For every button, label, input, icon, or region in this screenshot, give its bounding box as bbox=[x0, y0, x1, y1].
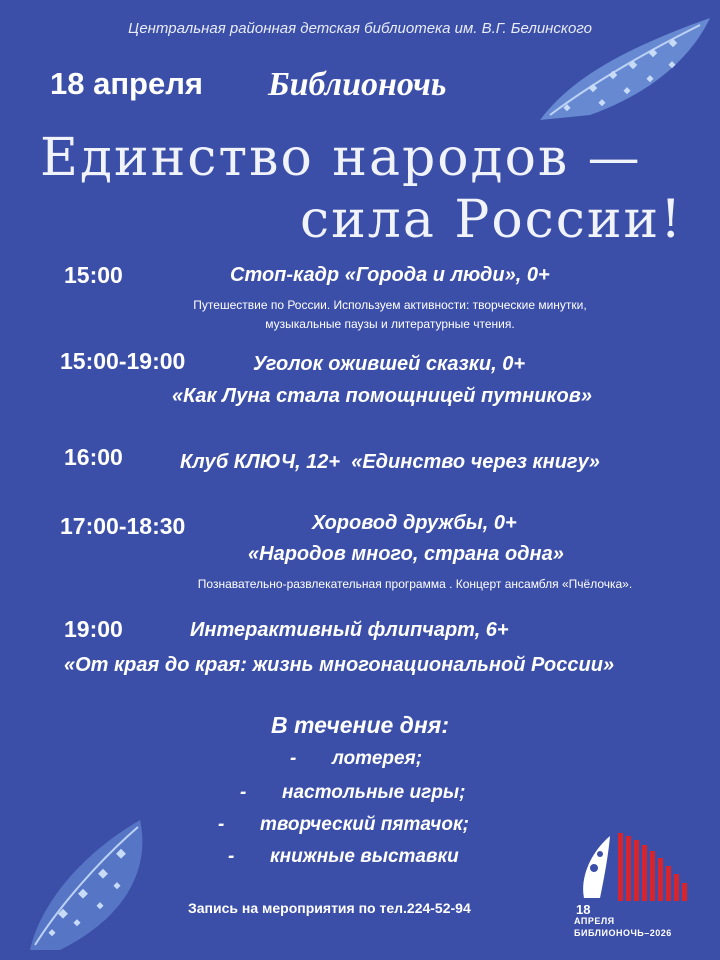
list-item: - творческий пятачок; bbox=[218, 814, 469, 835]
schedule-subtitle: «Народов много, страна одна» bbox=[248, 543, 564, 565]
schedule-description: Путешествие по России. Используем активности: творческие минутки, музыкальные паузы и литературные чтения. bbox=[193, 298, 587, 331]
registration-info: Запись на мероприятия по тел.224-52-94 bbox=[188, 900, 471, 916]
schedule-title: Стоп-кадр «Города и люди», 0+ bbox=[230, 264, 550, 286]
schedule-time: 17:00-18:30 bbox=[60, 513, 186, 539]
schedule-time: 19:00 bbox=[64, 616, 123, 642]
schedule-time: 15:00-19:00 bbox=[60, 348, 186, 374]
bibliotnight-logo bbox=[570, 828, 700, 940]
schedule-description: Познавательно-развлекательная программа . Концерт ансамбля «Пчёлочка». bbox=[197, 577, 633, 591]
schedule-subtitle: «Как Луна стала помощницей путников» bbox=[172, 385, 592, 407]
schedule-title: Клуб КЛЮЧ, 12+ «Единство через книгу» bbox=[180, 451, 600, 473]
main-title-line-1: Единство народов — bbox=[40, 128, 642, 188]
logo-name: БИБЛИОНОЧЬ–2026 bbox=[574, 928, 672, 938]
schedule-title: Уголок ожившей сказки, 0+ bbox=[253, 353, 526, 375]
schedule-time: 15:00 bbox=[64, 262, 123, 288]
schedule-title: Хоровод дружбы, 0+ bbox=[312, 512, 517, 534]
event-date: 18 апреля bbox=[50, 66, 204, 101]
event-name: Библионочь bbox=[268, 66, 447, 103]
list-item: - лотерея; bbox=[290, 748, 423, 769]
organization-name: Центральная районная детская библиотека им. В.Г. Белинского bbox=[128, 20, 592, 37]
logo-number: 18 bbox=[576, 902, 591, 917]
logo-fan-icon bbox=[570, 828, 700, 908]
feather-ornament-bottom bbox=[20, 815, 170, 955]
list-item: - книжные выставки bbox=[228, 846, 459, 867]
schedule-title: Интерактивный флипчарт, 6+ bbox=[190, 619, 509, 641]
main-title-line-2: сила России! bbox=[300, 190, 684, 250]
logo-month: АПРЕЛЯ bbox=[574, 916, 615, 926]
schedule-subtitle: «От края до края: жизнь многонациональной России» bbox=[64, 654, 615, 676]
list-item: - настольные игры; bbox=[240, 782, 466, 803]
schedule-time: 16:00 bbox=[64, 444, 123, 470]
during-day-title: В течение дня: bbox=[270, 712, 449, 738]
